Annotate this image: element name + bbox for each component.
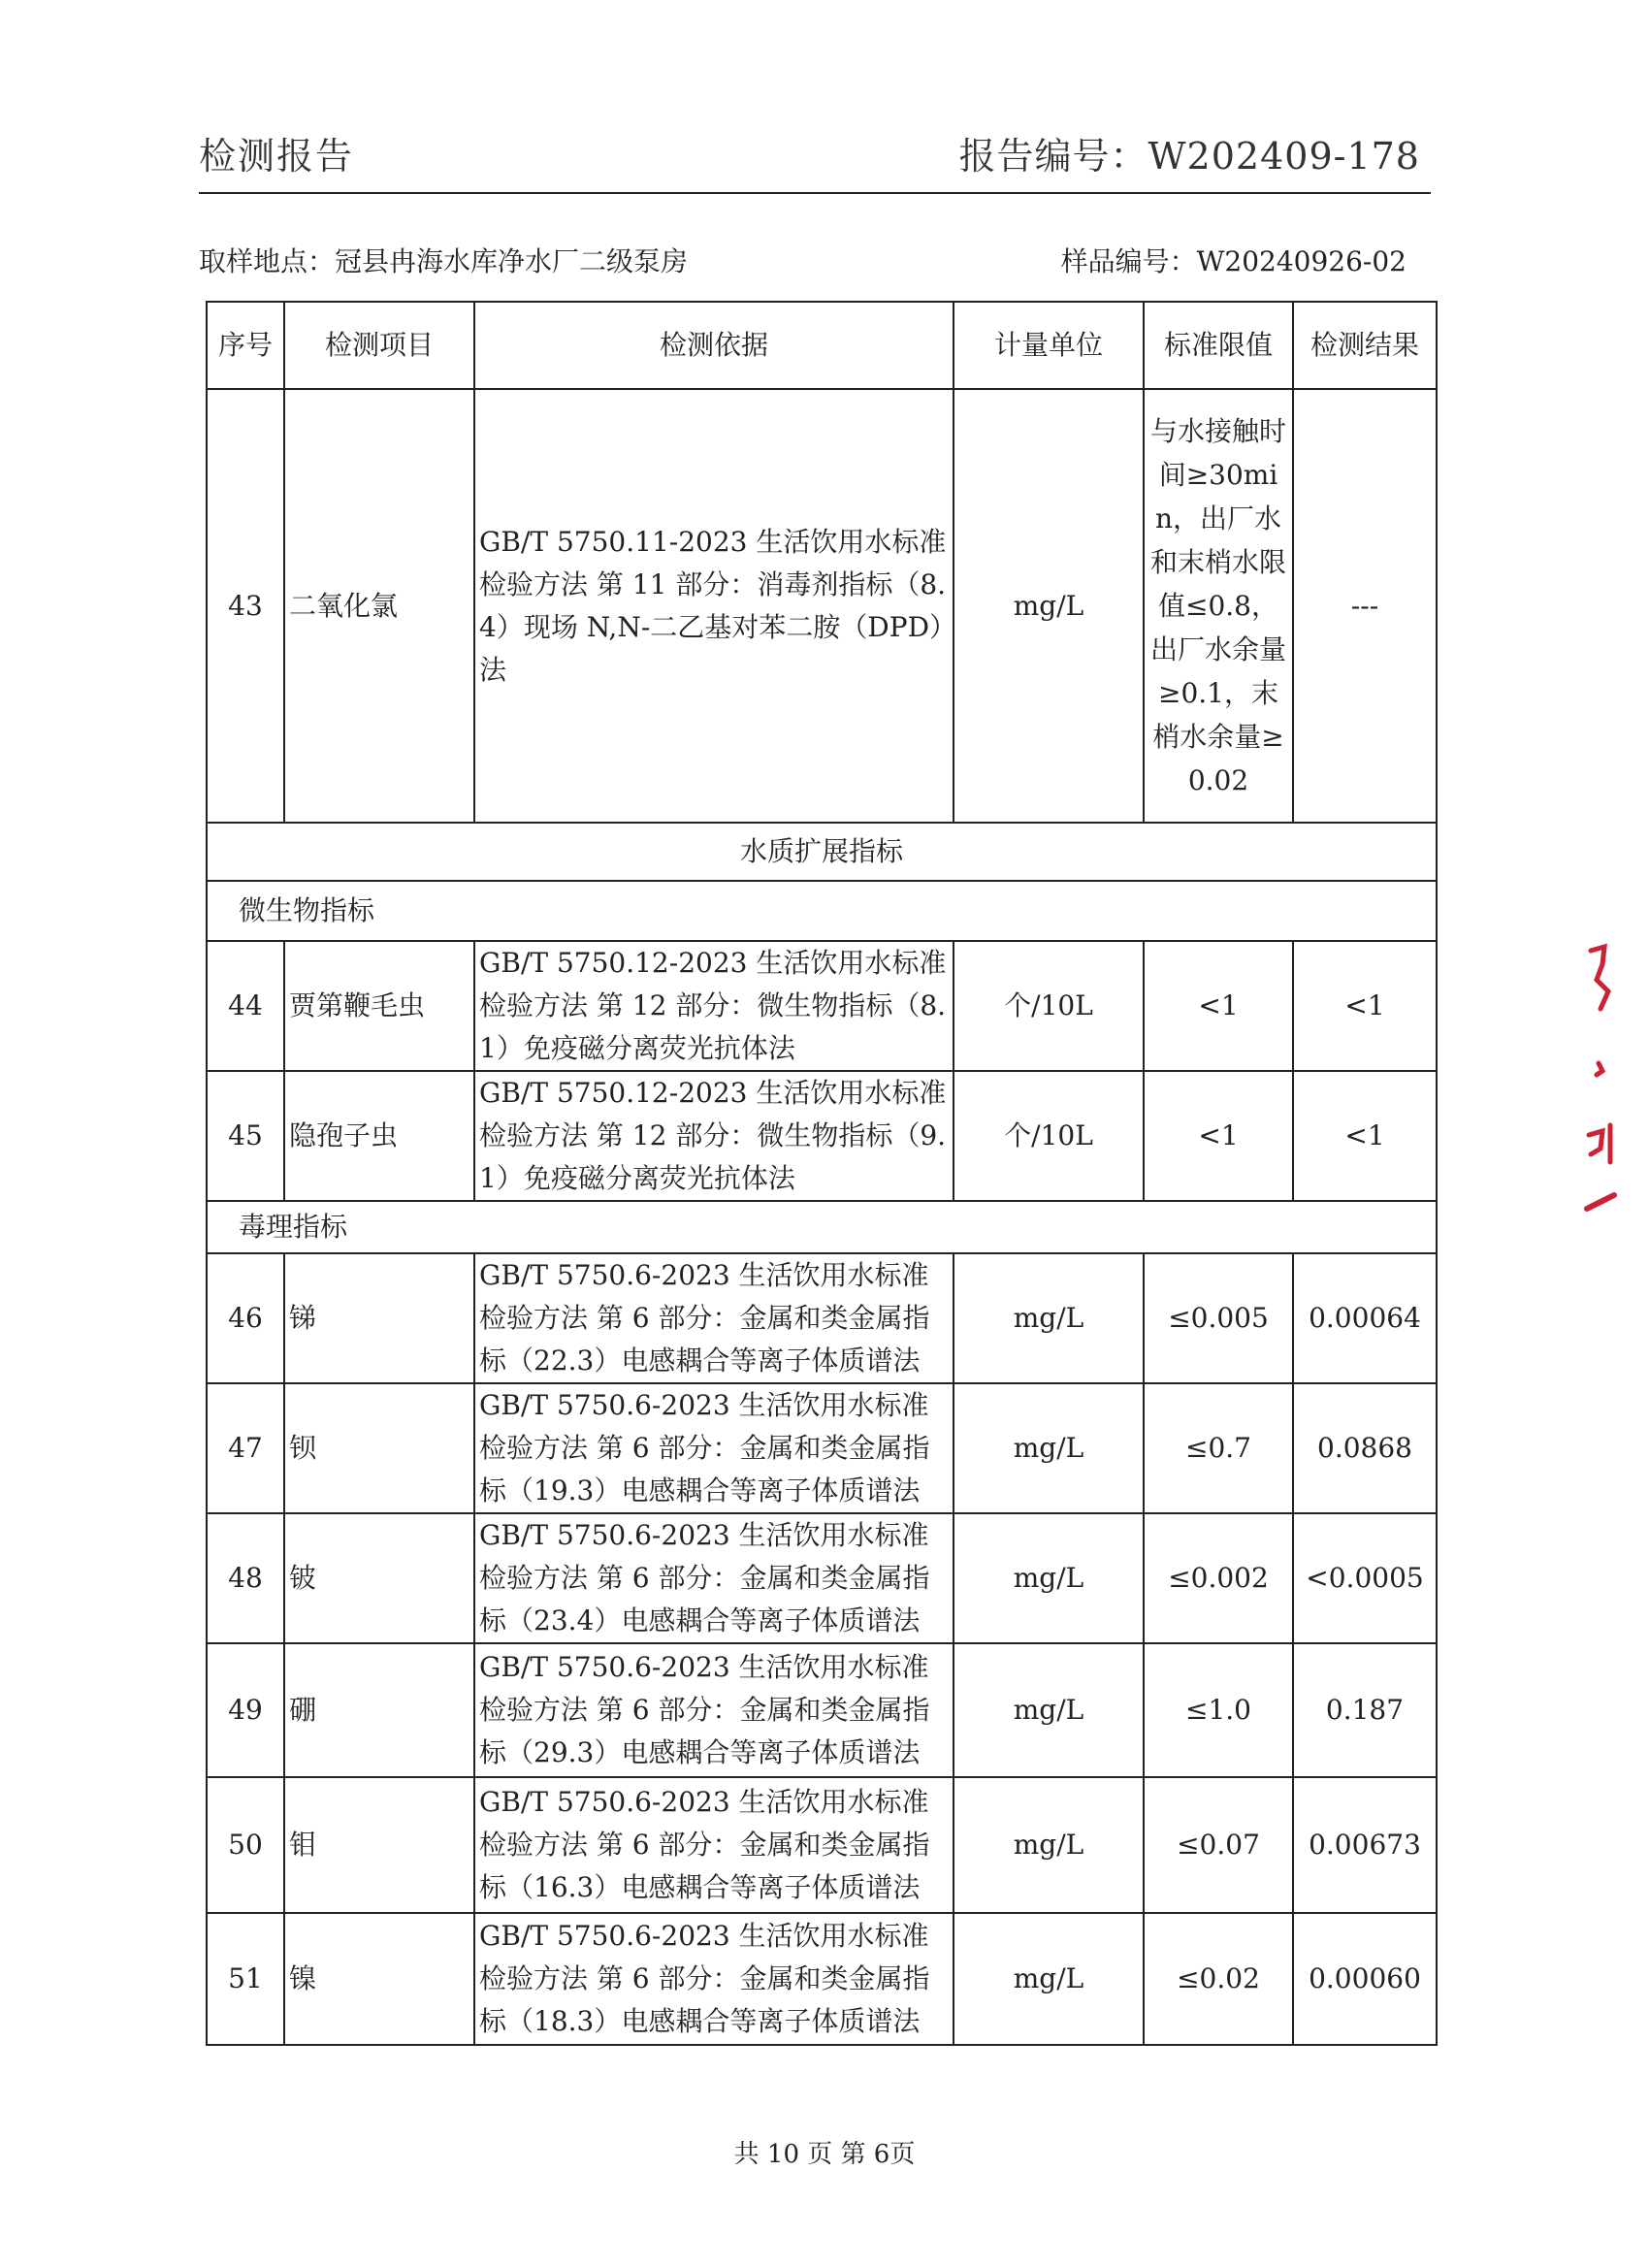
row-method: GB/T 5750.6-2023 生活饮用水标准检验方法 第 6 部分：金属和类金属指标（16.3）电感耦合等离子体质谱法 [474,1777,954,1913]
tox-subsection-title: 毒理指标 [207,1201,1437,1253]
row-unit: mg/L [954,1777,1144,1913]
row-method: GB/T 5750.6-2023 生活饮用水标准检验方法 第 6 部分：金属和类金属指标（18.3）电感耦合等离子体质谱法 [474,1913,954,2045]
row-no: 47 [207,1383,284,1513]
row-unit: 个/10L [954,1071,1144,1201]
micro-subsection-title: 微生物指标 [207,881,1437,941]
row-no: 43 [207,389,284,823]
row-limit: ≤0.002 [1144,1513,1293,1643]
col-header-method: 检测依据 [474,302,954,389]
table-row [207,1071,1437,1201]
row-item: 锑 [284,1253,474,1383]
sample-number: 样品编号：W20240926-02 [1060,245,1406,277]
row-limit: 与水接触时间≥30min，出厂水和末梢水限值≤0.8，出厂水余量≥0.1，末梢水余量≥0.02 [1144,389,1293,823]
col-header-unit: 计量单位 [954,302,1144,389]
row-unit: mg/L [954,1253,1144,1383]
table-row [207,1643,1437,1777]
row-result: <1 [1293,1071,1437,1201]
row-method: GB/T 5750.6-2023 生活饮用水标准检验方法 第 6 部分：金属和类金属指标（23.4）电感耦合等离子体质谱法 [474,1513,954,1643]
row-method: GB/T 5750.6-2023 生活饮用水标准检验方法 第 6 部分：金属和类金属指标（29.3）电感耦合等离子体质谱法 [474,1643,954,1777]
row-result: <1 [1293,941,1437,1071]
row-result: 0.00060 [1293,1913,1437,2045]
row-limit: ≤1.0 [1144,1643,1293,1777]
table-row [207,1913,1437,2045]
row-no: 44 [207,941,284,1071]
row-no: 49 [207,1643,284,1777]
report-title: 检测报告 [199,135,355,178]
row-unit: mg/L [954,389,1144,823]
row-result: 0.0868 [1293,1383,1437,1513]
row-no: 48 [207,1513,284,1643]
table-row [207,1513,1437,1643]
results-table [206,301,1438,2046]
row-limit: <1 [1144,1071,1293,1201]
row-item: 铍 [284,1513,474,1643]
row-method: GB/T 5750.12-2023 生活饮用水标准检验方法 第 12 部分：微生物指标（8.1）免疫磁分离荧光抗体法 [474,941,954,1071]
page-footer: 共 10 页 第 6页 [733,2140,916,2169]
row-method: GB/T 5750.11-2023 生活饮用水标准检验方法 第 11 部分：消毒剂指标（8.4）现场 N,N-二乙基对苯二胺（DPD）法 [474,389,954,823]
subsection-row [207,881,1437,941]
row-limit: <1 [1144,941,1293,1071]
row-limit: ≤0.07 [1144,1777,1293,1913]
subsection-row [207,1201,1437,1253]
row-result: <0.0005 [1293,1513,1437,1643]
row-item: 贾第鞭毛虫 [284,941,474,1071]
row-item: 隐孢子虫 [284,1071,474,1201]
row-no: 45 [207,1071,284,1201]
row-result: 0.00064 [1293,1253,1437,1383]
sampling-location: 取样地点：冠县冉海水库净水厂二级泵房 [199,245,689,277]
row-item: 硼 [284,1643,474,1777]
row-method: GB/T 5750.12-2023 生活饮用水标准检验方法 第 12 部分：微生物指标（9.1）免疫磁分离荧光抗体法 [474,1071,954,1201]
row-method: GB/T 5750.6-2023 生活饮用水标准检验方法 第 6 部分：金属和类金属指标（22.3）电感耦合等离子体质谱法 [474,1253,954,1383]
report-number: 报告编号：W202409-178 [958,135,1420,178]
row-limit: ≤0.02 [1144,1913,1293,2045]
table-row [207,389,1437,823]
row-limit: ≤0.005 [1144,1253,1293,1383]
col-header-no: 序号 [207,302,284,389]
table-header-row [207,302,1437,389]
row-result: 0.00673 [1293,1777,1437,1913]
row-item: 镍 [284,1913,474,2045]
table-row [207,941,1437,1071]
row-item: 二氧化氯 [284,389,474,823]
row-method: GB/T 5750.6-2023 生活饮用水标准检验方法 第 6 部分：金属和类金属指标（19.3）电感耦合等离子体质谱法 [474,1383,954,1513]
row-item: 钼 [284,1777,474,1913]
section-title: 水质扩展指标 [207,823,1437,881]
col-header-result: 检测结果 [1293,302,1437,389]
row-unit: mg/L [954,1383,1144,1513]
row-item: 钡 [284,1383,474,1513]
row-unit: mg/L [954,1513,1144,1643]
row-limit: ≤0.7 [1144,1383,1293,1513]
table-row [207,1777,1437,1913]
row-unit: mg/L [954,1913,1144,2045]
col-header-limit: 标准限值 [1144,302,1293,389]
row-unit: mg/L [954,1643,1144,1777]
row-no: 46 [207,1253,284,1383]
row-result: --- [1293,389,1437,823]
table-row [207,1253,1437,1383]
col-header-item: 检测项目 [284,302,474,389]
row-result: 0.187 [1293,1643,1437,1777]
row-unit: 个/10L [954,941,1144,1071]
row-no: 50 [207,1777,284,1913]
header-divider [199,192,1431,194]
seal-stamp-fragment [1583,941,1622,1232]
table-row [207,1383,1437,1513]
row-no: 51 [207,1913,284,2045]
section-row [207,823,1437,881]
